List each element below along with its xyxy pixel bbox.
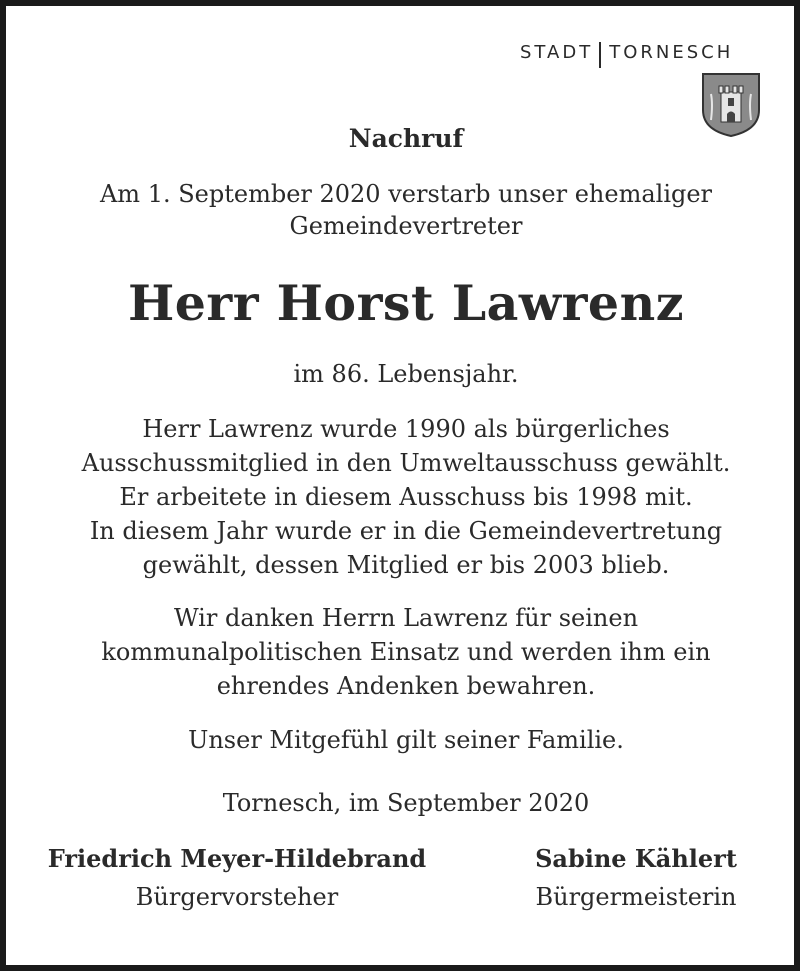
bio-line: Ausschussmitglied in den Umweltausschuss gewählt. bbox=[81, 449, 731, 477]
logo-divider bbox=[599, 42, 601, 68]
thanks-line: Wir danken Herrn Lawrenz für seinen bbox=[173, 604, 639, 632]
city-logo bbox=[520, 42, 770, 68]
signatory-role: Bürgermeisterin bbox=[535, 883, 737, 911]
logo-word-tornesch: TORNESCH bbox=[609, 42, 734, 63]
signatory-name: Friedrich Meyer-Hildebrand bbox=[47, 844, 427, 873]
thanks-paragraph bbox=[26, 601, 786, 703]
signatory-role: Bürgervorsteher bbox=[135, 883, 339, 911]
intro-text bbox=[26, 178, 786, 242]
thanks-line: ehrendes Andenken bewahren. bbox=[216, 672, 596, 700]
obituary-title: Nachruf bbox=[348, 124, 464, 153]
bio-line: gewählt, dessen Mitglied er bis 2003 blieb. bbox=[142, 551, 670, 579]
intro-line: Gemeindevertreter bbox=[289, 212, 523, 240]
signatory-name: Sabine Kählert bbox=[535, 844, 737, 873]
signatory-left bbox=[42, 844, 432, 911]
age-text: im 86. Lebensjahr. bbox=[293, 360, 519, 388]
bio-line: In diesem Jahr wurde er in die Gemeindevertretung bbox=[89, 517, 723, 545]
bio-line: Er arbeitete in diesem Ausschuss bis 1998 mit. bbox=[119, 483, 693, 511]
thanks-line: kommunalpolitischen Einsatz und werden ihm ein bbox=[101, 638, 711, 666]
deceased-name: Herr Horst Lawrenz bbox=[127, 274, 685, 332]
signatory-right bbox=[506, 844, 766, 911]
biography-paragraph bbox=[26, 412, 786, 582]
intro-line: Am 1. September 2020 verstarb unser ehemaliger bbox=[99, 180, 713, 208]
bio-line: Herr Lawrenz wurde 1990 als bürgerliches bbox=[142, 415, 670, 443]
place-date: Tornesch, im September 2020 bbox=[222, 789, 590, 817]
sympathy-text: Unser Mitgefühl gilt seiner Familie. bbox=[188, 726, 624, 754]
logo-word-stadt: STADT bbox=[520, 42, 594, 63]
